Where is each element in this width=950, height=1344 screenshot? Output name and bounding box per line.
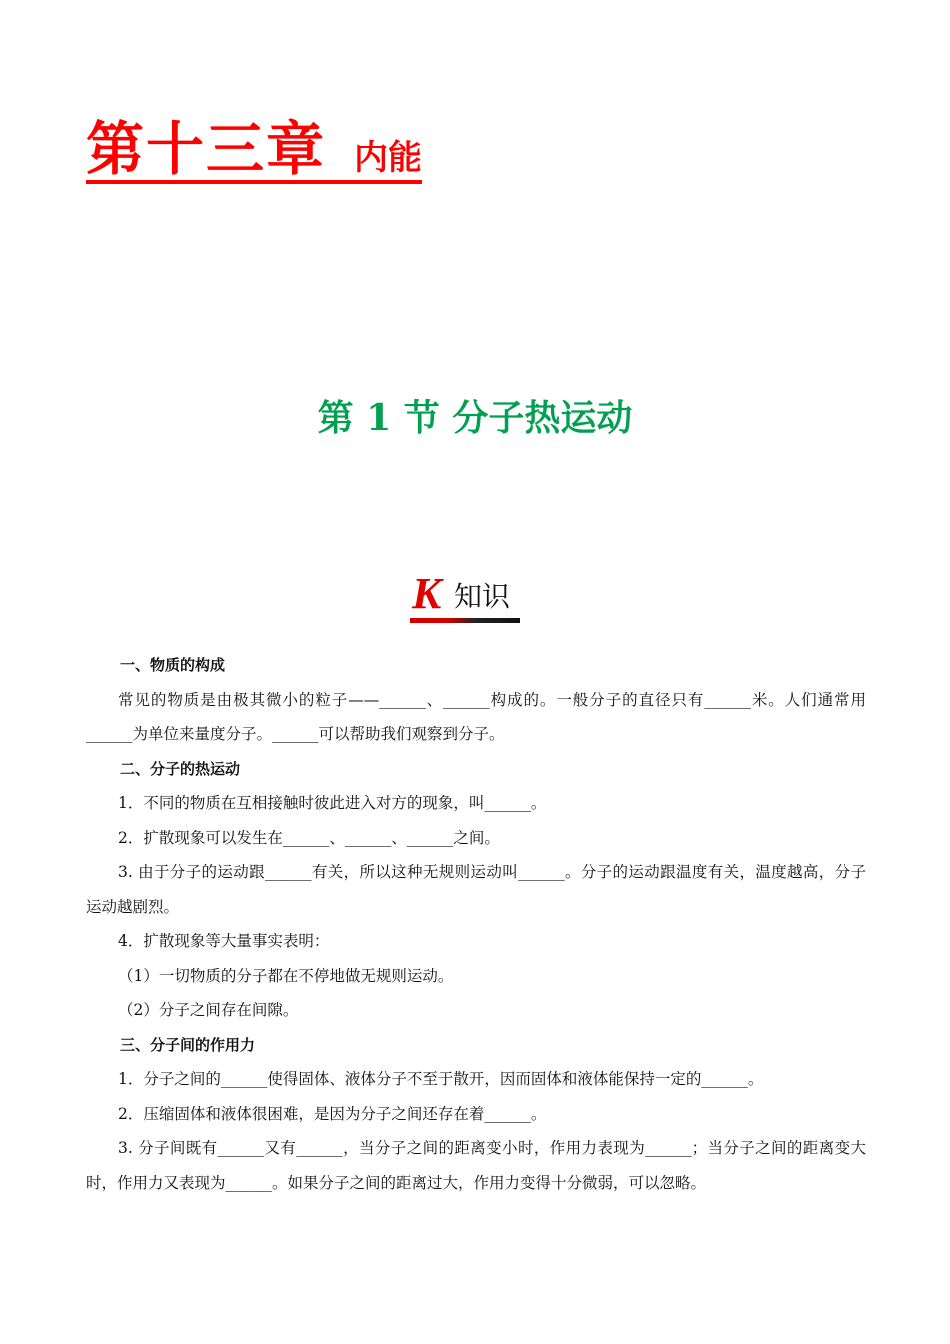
knowledge-logo [410,570,522,626]
logo-word: 知识 [454,580,511,613]
logo-letter: K [412,569,442,618]
heading-structure-of-matter: 一、物质的构成 [120,656,226,674]
paragraph: 常见的物质是由极其微小的粒子——______、______构成的。一般分子的直径只有______米。人们通常用______为单位来量度分子。______可以帮助我们观察到分子。 [86,690,866,743]
paragraph: （2）分子之间存在间隙。 [118,1001,299,1019]
paragraph: 2．扩散现象可以发生在______、______、______之间。 [118,828,500,847]
logo-underline [410,618,520,623]
knowledge-content [86,648,866,1200]
paragraph: 4．扩散现象等大量事实表明： [118,932,330,950]
chapter-subtitle: 内能 [354,138,423,178]
heading-thermal-motion: 二、分子的热运动 [120,759,241,778]
paragraph: 2．压缩固体和液体很困难，是因为分子之间还存在着______。 [118,1104,547,1123]
paragraph: 3. 由于分子的运动跟______有关，所以这种无规则运动叫______。分子的运动跟温度有关，温度越高，分子运动越剧烈。 [86,863,866,916]
paragraph: 1．不同的物质在互相接触时彼此进入对方的现象，叫______。 [118,794,547,812]
chapter-heading [86,115,423,184]
paragraph: （1）一切物质的分子都在不停地做无规则运动。 [118,966,454,985]
chapter-title: 第十三章 [86,115,327,183]
paragraph: 1．分子之间的______使得固体、液体分子不至于散开，因而固体和液体能保持一定的______。 [118,1070,764,1088]
section-title: 第 1 节 分子热运动 [317,397,633,439]
paragraph: 3. 分子间既有______又有______，当分子之间的距离变小时，作用力表现为______；当分子之间的距离变大时，作用力又表现为______。如果分子之间的距离过大，作用力变得十分微弱，可以忽略。 [86,1139,866,1192]
heading-intermolecular-force: 三、分子间的作用力 [120,1035,256,1054]
